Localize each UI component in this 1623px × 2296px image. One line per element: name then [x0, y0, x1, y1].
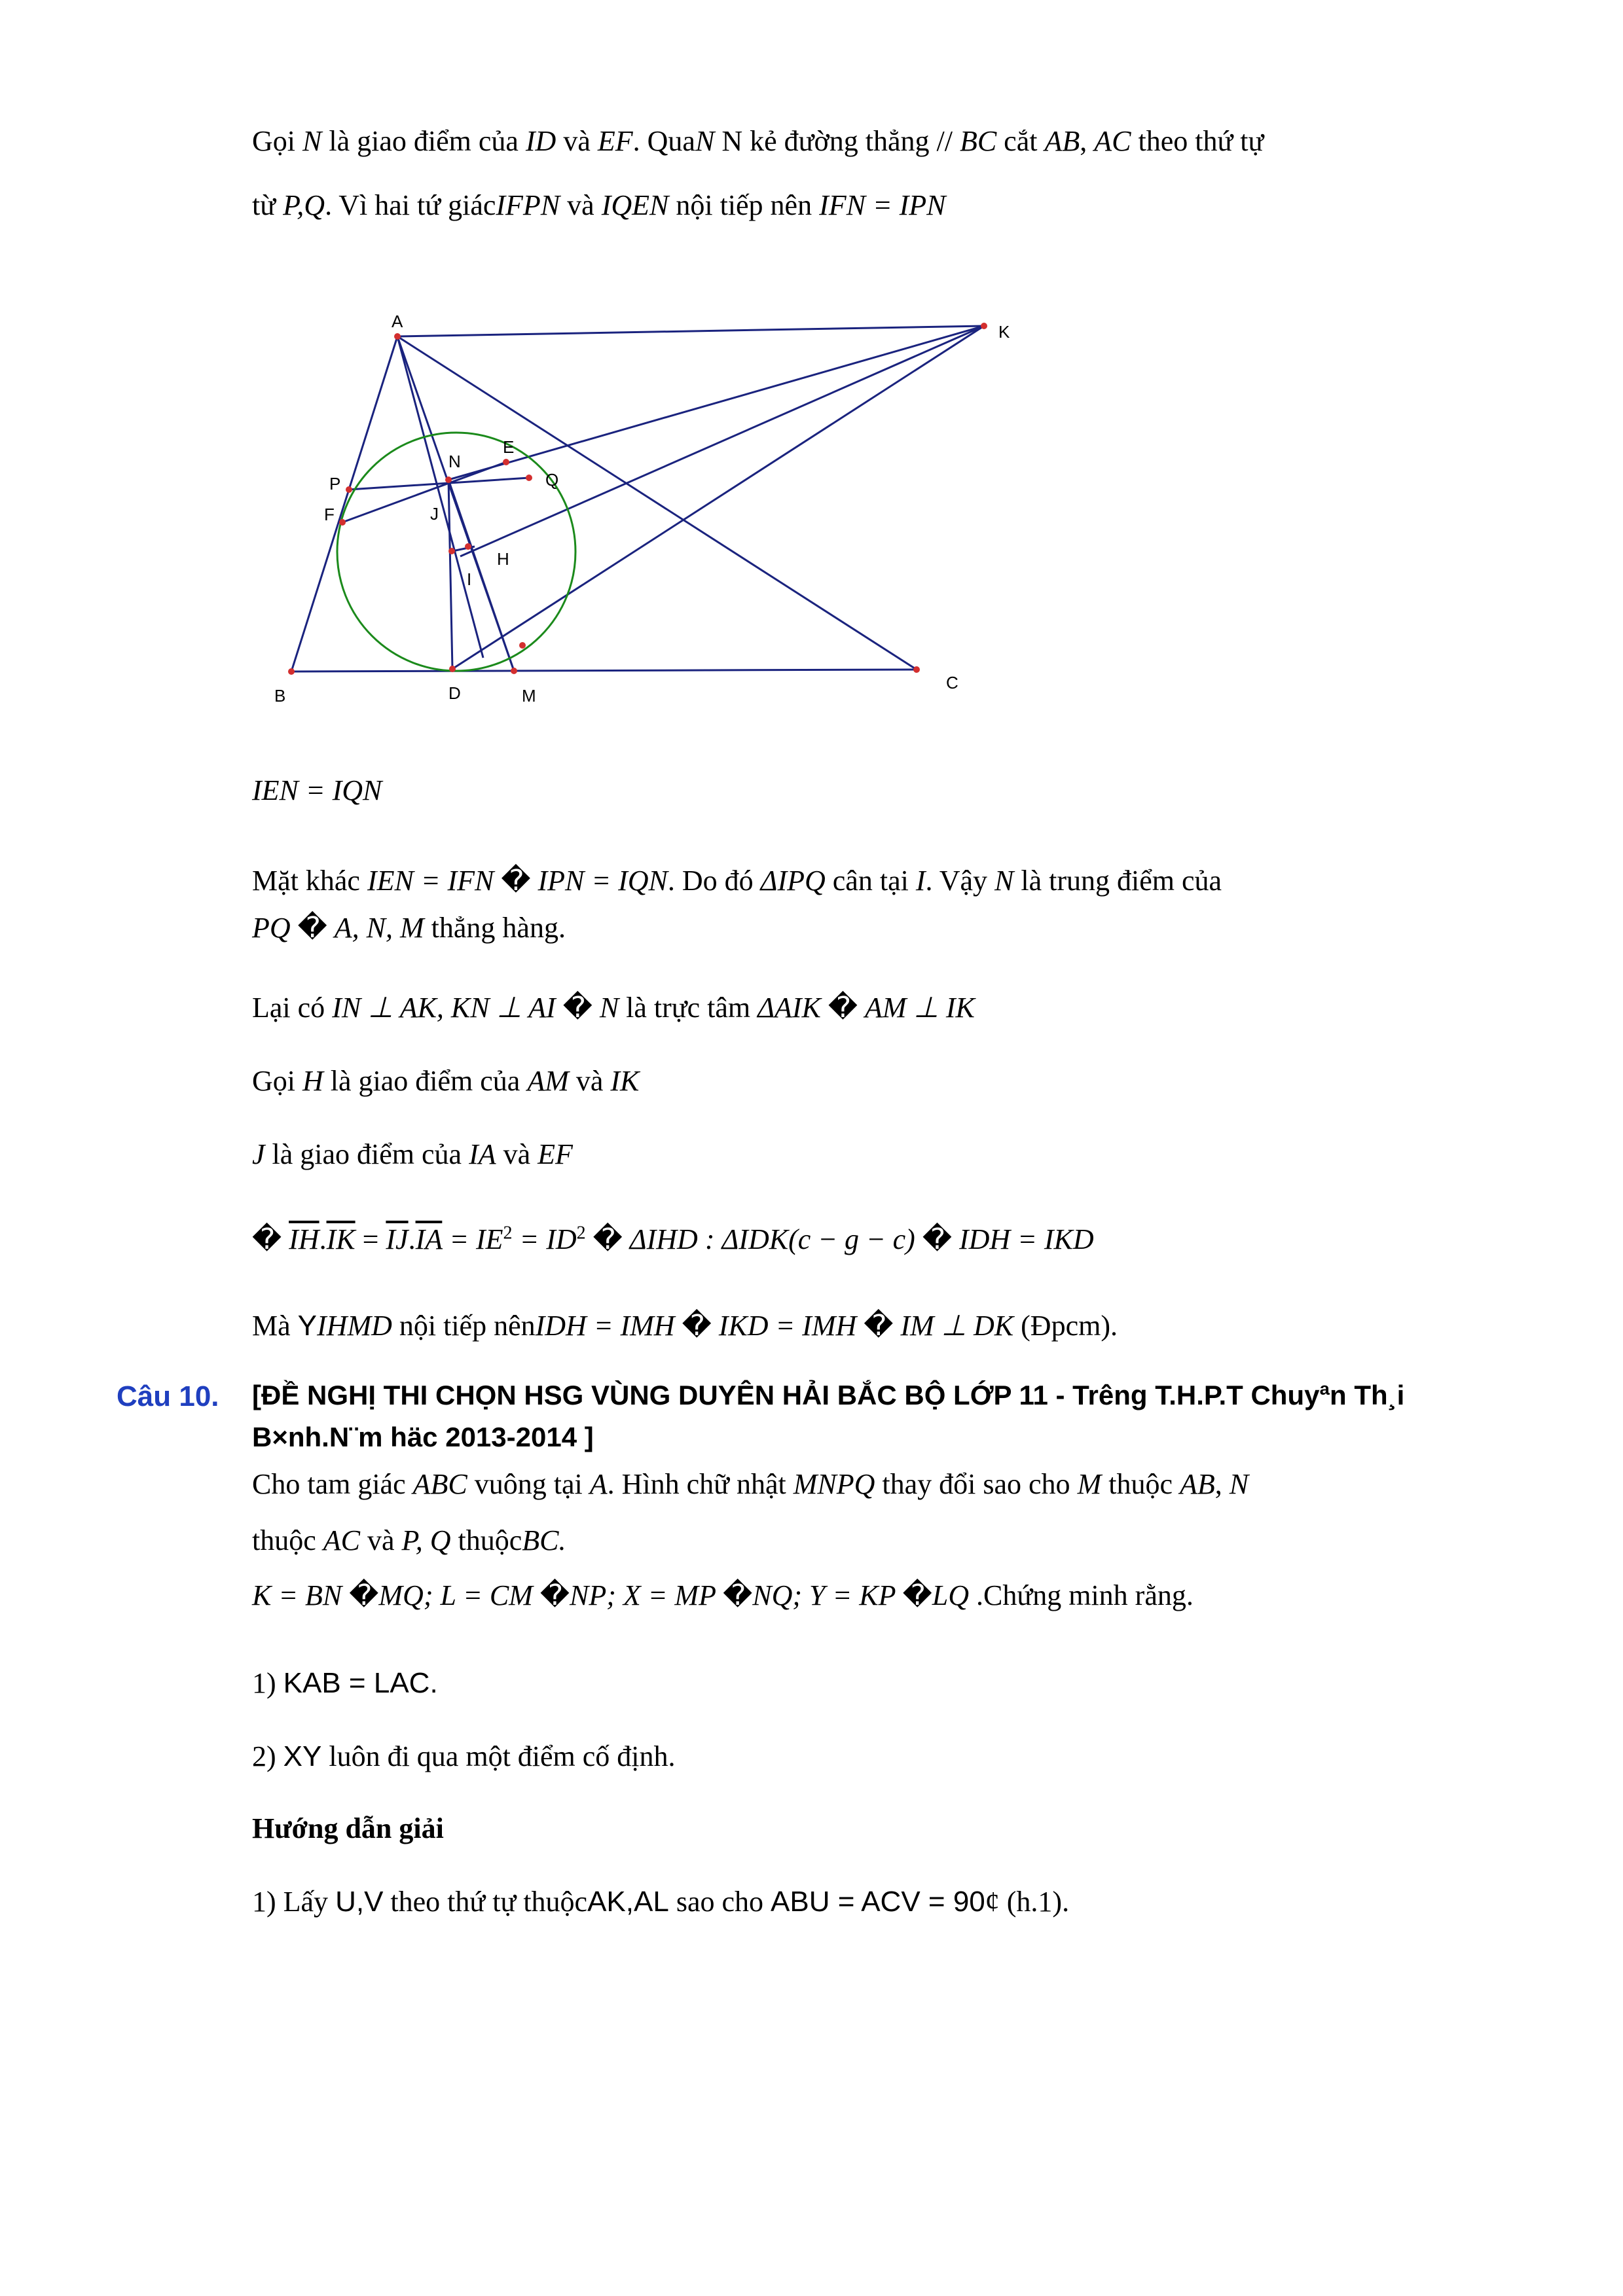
text: , — [1214, 1468, 1230, 1500]
text: cân tại — [825, 865, 916, 897]
point-F — [339, 519, 346, 526]
text: Lại có — [252, 992, 333, 1024]
point-I — [448, 548, 455, 554]
math: AB — [1044, 125, 1080, 157]
text: theo thứ tự thuộc — [383, 1886, 588, 1918]
text: Cho tam giác — [252, 1468, 413, 1500]
text: (Đpcm). — [1013, 1310, 1118, 1342]
proof-equation — [252, 1221, 1094, 1258]
label-I: I — [467, 569, 472, 589]
glyph: � — [539, 1579, 570, 1611]
superscript: 2 — [576, 1223, 586, 1244]
math: IA — [469, 1138, 496, 1170]
text: thuộc — [450, 1524, 522, 1556]
math: IFPN — [496, 189, 560, 221]
math: P,Q — [283, 189, 325, 221]
text: (h.1). — [999, 1886, 1070, 1918]
question-item-1 — [252, 1665, 438, 1702]
math: AM — [527, 1065, 569, 1097]
intro-line-2 — [252, 187, 946, 224]
item-number: 2) — [252, 1740, 283, 1772]
math: IK — [610, 1065, 640, 1097]
math: NQ; Y = KP — [752, 1579, 903, 1611]
glyph: � — [585, 1223, 630, 1255]
math: J — [252, 1138, 265, 1170]
glyph: � — [902, 1579, 932, 1611]
text: sao cho — [668, 1886, 771, 1918]
segment-AC — [397, 336, 917, 670]
text: nội tiếp nên — [668, 189, 820, 221]
math: EF — [597, 125, 633, 157]
point-extra — [519, 642, 526, 649]
question-line-3 — [252, 1577, 1194, 1614]
proof-pq — [252, 910, 566, 946]
question-label: Câu 10. — [117, 1380, 219, 1412]
point-E — [503, 459, 509, 465]
text: theo thứ tự — [1131, 125, 1264, 157]
math: AM ⊥ IK — [865, 992, 975, 1024]
geometry-figure — [252, 308, 1116, 726]
text: là trực tâm — [619, 992, 758, 1024]
text: vuông tại — [467, 1468, 590, 1500]
point-A — [394, 333, 401, 340]
text: N kẻ đường thẳng // — [714, 125, 960, 157]
math: ΔAIK — [757, 992, 821, 1024]
text: và — [568, 1065, 611, 1097]
text: thuộc — [252, 1524, 323, 1556]
guide-title: Hướng dẫn giải — [252, 1812, 444, 1844]
point-H — [465, 543, 471, 550]
text: cắt — [996, 125, 1045, 157]
label-N: N — [448, 452, 461, 471]
glyph: � — [494, 865, 538, 897]
intro-line-1 — [252, 123, 1264, 160]
math: ABU = ACV = 90 — [771, 1886, 985, 1918]
label-B: B — [274, 686, 286, 706]
text: thay đổi sao cho — [875, 1468, 1078, 1500]
segment-AB — [291, 336, 397, 672]
text: Gọi — [252, 1065, 302, 1097]
label-J: J — [430, 504, 439, 524]
text: thuộc — [1101, 1468, 1180, 1500]
math: IDH = IMH — [535, 1310, 675, 1342]
glyph: � — [856, 1310, 901, 1342]
figure-lines — [291, 326, 984, 672]
math: $\overline{IH}$ — [289, 1223, 319, 1255]
segment-AK — [397, 326, 984, 336]
math: IKD = IMH — [718, 1310, 857, 1342]
text: là giao điểm của — [321, 125, 526, 157]
glyph: � — [349, 1579, 379, 1611]
label-P: P — [329, 474, 341, 493]
question-item-2 — [252, 1738, 676, 1775]
point-N — [445, 476, 452, 483]
figure-points — [288, 323, 987, 675]
math: H — [302, 1065, 323, 1097]
proof-ma — [252, 1308, 1118, 1344]
math: ΔIPQ — [760, 865, 826, 897]
label-E: E — [503, 437, 515, 457]
question-header: [ĐỀ NGHỊ THI CHỌN HSG VÙNG DUYÊN HẢI BẮC BỘ LỚP 11 - Trêng T.H.P.T Chuyªn Th¸i B×nh.N¨m häc 2013-2014 ] — [252, 1380, 1405, 1452]
glyph: � — [820, 992, 865, 1024]
text: . — [319, 1223, 327, 1255]
label-M: M — [522, 686, 536, 706]
segment-KD — [452, 326, 984, 669]
label-C: C — [946, 673, 958, 692]
math: AK,AL — [587, 1886, 669, 1918]
math: K = BN — [252, 1579, 350, 1611]
symbol: Y — [297, 1310, 318, 1342]
math: = ID — [512, 1223, 577, 1255]
text: là trung điểm của — [1013, 865, 1222, 897]
math: P, Q — [401, 1524, 451, 1556]
question-line-1 — [252, 1466, 1249, 1503]
math: KAB = LAC. — [283, 1667, 438, 1699]
segment-FE — [342, 462, 506, 522]
text: . Vậy — [925, 865, 994, 897]
math: ΔIHD : ΔIDK — [629, 1223, 789, 1255]
math: IQEN — [601, 189, 669, 221]
point-B — [288, 668, 295, 675]
point-C — [913, 666, 920, 673]
text: . — [408, 1223, 416, 1255]
math: IFN = IPN — [819, 189, 946, 221]
math: IHMD — [317, 1310, 392, 1342]
math: IM ⊥ DK — [900, 1310, 1014, 1342]
math: PQ — [252, 912, 291, 944]
segment-ND — [448, 480, 452, 669]
glyph: � — [555, 992, 600, 1024]
guide-line-1 — [252, 1884, 1069, 1920]
math: $\overline{IK}$ — [326, 1223, 356, 1255]
text: . Do đó — [667, 865, 761, 897]
text: và — [560, 189, 602, 221]
text: Mà — [252, 1310, 298, 1342]
segment-KH — [460, 326, 984, 556]
text: và — [496, 1138, 538, 1170]
point-Q — [526, 475, 532, 481]
math: N — [994, 865, 1014, 897]
math: N — [1229, 1468, 1249, 1500]
segment-NM — [448, 480, 514, 671]
math: NP; X = MP — [569, 1579, 723, 1611]
text: , — [1080, 125, 1095, 157]
math: EF — [538, 1138, 573, 1170]
math: LQ — [932, 1579, 970, 1611]
math: AC — [1094, 125, 1131, 157]
math: M — [1077, 1468, 1102, 1500]
glyph: � — [674, 1310, 719, 1342]
math: MQ; L = CM — [378, 1579, 540, 1611]
math: MNPQ — [793, 1468, 875, 1500]
math: ABC — [412, 1468, 467, 1500]
text: = — [355, 1223, 386, 1255]
point-P — [346, 486, 352, 493]
text: luôn đi qua một điểm cố định. — [321, 1740, 676, 1772]
math: IN ⊥ AK, KN ⊥ AI — [332, 992, 556, 1024]
math: IDH = IKD — [958, 1223, 1094, 1255]
text: Gọi — [252, 125, 302, 157]
math: N — [695, 125, 715, 157]
proof-mat-khac — [252, 863, 1222, 899]
point-K — [981, 323, 987, 329]
text: . Vì hai tứ giác — [325, 189, 496, 221]
math: BC. — [522, 1524, 566, 1556]
text: từ — [252, 189, 283, 221]
question-line-2 — [252, 1522, 566, 1559]
math: I — [915, 865, 926, 897]
label-H: H — [497, 549, 509, 569]
math: = IE — [442, 1223, 503, 1255]
math: IEN = IFN — [367, 865, 494, 897]
text: 1) Lấy — [252, 1886, 336, 1918]
math: (c − g − c) — [788, 1223, 915, 1255]
label-D: D — [448, 683, 461, 703]
math: ID — [525, 125, 556, 157]
glyph: � — [723, 1579, 753, 1611]
label-F: F — [324, 505, 335, 524]
glyph: ¢ — [985, 1886, 1000, 1918]
math: IEN = IQN — [252, 774, 382, 806]
glyph: � — [290, 912, 335, 944]
item-number: 1) — [252, 1667, 283, 1699]
proof-goi-h — [252, 1063, 639, 1100]
superscript: 2 — [503, 1223, 513, 1244]
point-D — [449, 666, 456, 672]
label-Q: Q — [545, 470, 559, 490]
math: N — [599, 992, 619, 1024]
text: Mặt khác — [252, 865, 367, 897]
point-M — [511, 668, 517, 674]
math: AB — [1179, 1468, 1215, 1500]
math: AC — [323, 1524, 360, 1556]
math: $\overline{IJ}$ — [386, 1223, 409, 1255]
math: XY — [283, 1740, 322, 1772]
math: U,V — [335, 1886, 384, 1918]
glyph: � — [915, 1223, 959, 1255]
label-K: K — [998, 322, 1010, 342]
proof-j — [252, 1136, 573, 1173]
text: và — [556, 125, 598, 157]
text: là giao điểm của — [323, 1065, 528, 1097]
math: N — [302, 125, 322, 157]
proof-eq1 — [252, 772, 382, 809]
text: nội tiếp nên — [392, 1310, 536, 1342]
text: . Hình chữ nhật — [607, 1468, 793, 1500]
math: $\overline{IA}$ — [415, 1223, 443, 1255]
proof-lai-co — [252, 990, 975, 1026]
math: A — [589, 1468, 608, 1500]
glyph: � — [252, 1223, 289, 1255]
math: BC — [959, 125, 997, 157]
text: và — [360, 1524, 402, 1556]
math: IPN = IQN — [538, 865, 668, 897]
text: là giao điểm của — [264, 1138, 469, 1170]
segment-BC — [291, 670, 917, 672]
text: .Chứng minh rằng. — [969, 1579, 1194, 1611]
text: thẳng hàng. — [424, 912, 566, 944]
label-A: A — [392, 312, 403, 331]
math: A, N, M — [334, 912, 424, 944]
text: . Qua — [632, 125, 695, 157]
